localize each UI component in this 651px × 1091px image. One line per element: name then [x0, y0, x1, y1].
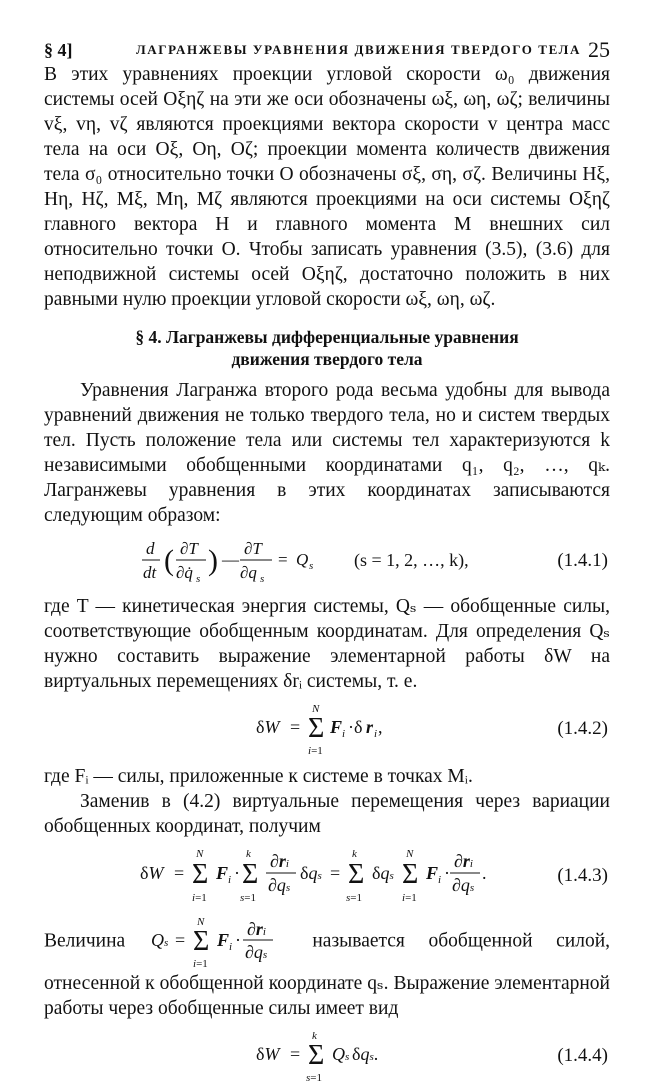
- svg-text:∂ri: ∂ri: [270, 851, 289, 871]
- svg-text:i: i: [438, 874, 442, 886]
- equation-1-4-2: [44, 698, 610, 760]
- svg-text:δqs: δqs: [300, 863, 322, 883]
- equation-range: (s = 1, 2, …, k),: [354, 550, 469, 570]
- svg-text:·: ·: [444, 863, 450, 883]
- svg-text:δW: δW: [256, 1044, 280, 1064]
- running-header: [44, 28, 610, 62]
- svg-text:i: i: [342, 728, 346, 740]
- svg-text:Qs: Qs: [150, 930, 169, 950]
- virtual-work-formula: [256, 698, 456, 760]
- paragraph-4: где Fᵢ — силы, приложенные к системе в точках Mᵢ.: [44, 766, 473, 787]
- svg-text:∂ri: ∂ri: [246, 919, 266, 939]
- svg-text:N: N: [312, 703, 320, 715]
- svg-text:d: d: [146, 539, 155, 558]
- svg-text:F: F: [216, 863, 229, 883]
- svg-text:s=1: s=1: [306, 1072, 322, 1084]
- svg-text:Σ: Σ: [192, 926, 210, 957]
- equation-number: (1.4.3): [557, 865, 608, 886]
- svg-text:Σ: Σ: [348, 859, 365, 890]
- paragraph-3: где T — кинетическая энергия системы, Qₛ — обобщенные силы, соответствующие обобщенным координатам. Для определения Qₛ нужно составить выражение элементарной работы δW на виртуальных перемещениях δrᵢ системы, т. е.: [44, 596, 610, 692]
- equation-1-4-1: [44, 532, 610, 590]
- equation-number: (1.4.4): [557, 1045, 608, 1066]
- equation-1-4-4: [44, 1025, 610, 1087]
- work-generalized-forces-formula: [256, 1025, 426, 1087]
- svg-text:s: s: [309, 560, 314, 572]
- svg-text:δW: δW: [140, 863, 164, 883]
- section-title-line-1: § 4. Лагранжевы дифференциальные уравнения: [135, 327, 519, 347]
- svg-text:r: r: [366, 717, 374, 737]
- svg-text:∂q: ∂q: [240, 563, 257, 582]
- svg-text:i=1: i=1: [192, 958, 208, 970]
- svg-text:∂q̇: ∂q̇: [176, 563, 193, 582]
- svg-text:δqs.: δqs.: [352, 1044, 379, 1064]
- paragraph-1: В этих уравнениях проекции угловой скорости ω₀ движения системы осей Oξηζ на эти же оси обозначены ωξ, ωη, ωζ; величины vξ, vη, vζ являются проекциями вектора скорости v центра масс тела на оси Oξ, Oη, Oζ; проекции момента количеств движения тела σ₀ относительно точки O обозначены σξ, ση, σζ. Величины Hξ, Hη, Hζ, Mξ, Mη, Mζ являются проекциями на оси системы Oξηζ главного вектора H и главного момента M внешних сил относительно точки O. Чтобы записать уравнения (3.5), (3.6) для неподвижной системы осей Oξηζ, достаточно положить в них равными нулю проекции угловой скорости ωξ, ωη, ωζ.: [44, 64, 610, 310]
- svg-text:=: =: [330, 863, 341, 883]
- lagrange-equation-formula: [140, 532, 540, 590]
- paragraph-5: Заменив в (4.2) виртуальные перемещения через вариации обобщенных координат, получим: [44, 791, 610, 837]
- svg-text:·δ: ·δ: [348, 717, 363, 737]
- svg-text:N: N: [406, 848, 414, 860]
- header-section: § 4]: [44, 40, 73, 60]
- svg-text:i=1: i=1: [192, 892, 207, 904]
- paragraph-6-end: называется обобщенной силой, отнесенной к обобщенной координате qₛ. Выражение элементарной работы через обобщенные силы имеет вид: [44, 930, 611, 1019]
- svg-text:∂T: ∂T: [180, 539, 198, 558]
- svg-text:i: i: [228, 941, 232, 953]
- section-heading: [44, 326, 610, 370]
- svg-text:∂qs: ∂qs: [268, 875, 291, 895]
- svg-text:i=1: i=1: [308, 745, 323, 757]
- svg-text:N: N: [196, 916, 205, 928]
- svg-text:Σ: Σ: [308, 1040, 325, 1071]
- svg-text:—: —: [222, 550, 239, 569]
- header-title: ЛАГРАНЖЕВЫ УРАВНЕНИЯ ДВИЖЕНИЯ ТВЕРДОГО ТЕЛА: [136, 42, 581, 57]
- svg-text:=: =: [278, 550, 288, 569]
- svg-text:=: =: [174, 930, 185, 950]
- svg-text:=: =: [174, 863, 185, 883]
- book-page: [44, 28, 610, 1091]
- svg-text:k: k: [352, 848, 357, 860]
- svg-text:k: k: [312, 1030, 317, 1042]
- svg-text:=: =: [290, 717, 301, 737]
- generalized-work-formula: [140, 843, 540, 907]
- svg-text:s=1: s=1: [240, 892, 256, 904]
- svg-text:Σ: Σ: [402, 859, 419, 890]
- generalized-force-formula: [149, 913, 289, 971]
- equation-number: (1.4.2): [557, 718, 608, 739]
- svg-text:(: (: [164, 544, 174, 577]
- paragraph-2: Уравнения Лагранжа второго рода весьма удобны для вывода уравнений движения не только твердого тела, но и систем твердых тел. Пусть положение тела или системы тел характеризуются k независимыми обобщенными координатами q₁, q₂, …, qₖ. Лагранжевы уравнения в этих координатах записываются следующим образом:: [44, 380, 610, 526]
- svg-text:i: i: [374, 728, 378, 740]
- svg-text:F: F: [426, 863, 439, 883]
- svg-text:i=1: i=1: [402, 892, 417, 904]
- svg-text:Q: Q: [296, 550, 309, 569]
- svg-text:Σ: Σ: [308, 713, 325, 744]
- svg-text:.: .: [482, 863, 487, 883]
- svg-text:N: N: [196, 848, 204, 860]
- svg-text:Σ: Σ: [192, 859, 209, 890]
- equation-1-4-3: [44, 843, 610, 907]
- svg-text:·: ·: [234, 930, 241, 950]
- svg-text:∂T: ∂T: [244, 539, 262, 558]
- svg-text:Σ: Σ: [242, 859, 259, 890]
- svg-text:i: i: [228, 874, 232, 886]
- paragraph-6-start: Величина: [44, 930, 126, 952]
- section-title-line-2: движения твердого тела: [231, 349, 423, 369]
- page-number: 25: [588, 37, 610, 62]
- svg-text:Qs: Qs: [332, 1044, 350, 1064]
- svg-text:F: F: [330, 717, 343, 737]
- svg-text:F: F: [216, 930, 229, 950]
- equation-number: (1.4.1): [557, 550, 608, 571]
- svg-text:s=1: s=1: [346, 892, 362, 904]
- svg-text:s: s: [260, 573, 265, 585]
- svg-text:=: =: [290, 1044, 301, 1064]
- paragraph-6: [44, 913, 610, 1021]
- svg-text:k: k: [246, 848, 251, 860]
- svg-text:∂qs: ∂qs: [244, 942, 267, 962]
- svg-text:δW: δW: [256, 717, 280, 737]
- svg-text:dt: dt: [143, 563, 157, 582]
- svg-text:∂qs: ∂qs: [452, 875, 475, 895]
- svg-text:∂ri: ∂ri: [454, 851, 473, 871]
- svg-text:,: ,: [378, 717, 383, 737]
- svg-text:·: ·: [234, 863, 240, 883]
- svg-text:s: s: [196, 573, 201, 585]
- svg-text:): ): [208, 544, 218, 577]
- svg-text:δqs: δqs: [372, 863, 394, 883]
